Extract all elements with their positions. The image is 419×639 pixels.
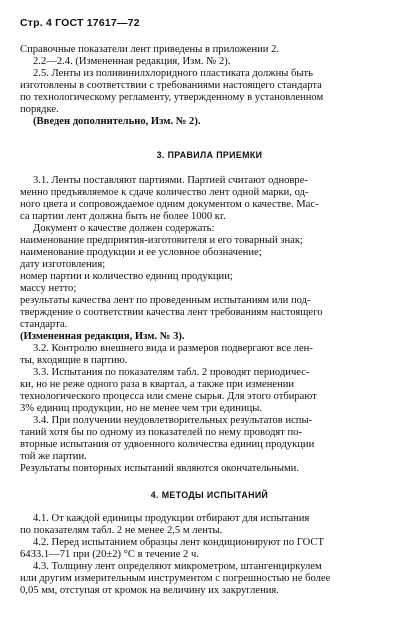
text-line: 3% единиц продукции, но не менее чем три единицы. [20, 403, 263, 414]
text-line: менно предъявляемое к сдаче количество лент одной марки, од- [20, 187, 309, 198]
text-line: массу нетто; [20, 283, 77, 294]
text-line: изготовлены в соответствии с требованиями настоящего стандарта [20, 80, 322, 91]
text-line: 3.1. Ленты поставляют партиями. Партией считают одновре- [33, 175, 308, 186]
text-line: 4.1. От каждой единицы продукции отбирают для испытания [33, 513, 310, 524]
text-line: порядке. [20, 104, 59, 115]
text-line: Документ о качестве должен содержать: [33, 223, 215, 234]
text-line: по показателям табл. 2 не менее 2,5 м ленты. [20, 525, 223, 536]
text-line: ты, входящие в партию. [20, 355, 128, 366]
text-line: 2.5. Ленты из поливинилхлоридного пластиката должны быть [33, 68, 313, 79]
text-line: или другим измерительным инструментом с погрешностью не более [20, 573, 331, 584]
section-title: 4. МЕТОДЫ ИСПЫТАНИЙ [150, 490, 269, 500]
amendment-note: (Введен дополнительно, Изм. № 2). [33, 116, 201, 127]
text-line: той же партии. [20, 451, 87, 462]
text-line: 6433.1—71 при (20±2) °С в течение 2 ч. [20, 549, 199, 560]
text-line: Справочные показатели лент приведены в приложении 2. [20, 44, 280, 55]
text-line: 4.3. Толщину лент определяют микрометром, штангенциркулем [33, 561, 322, 572]
text-line: таний хотя бы по одному из показателей по нему проводят по- [20, 427, 303, 438]
text-line: 3.3. Испытания по показателям табл. 2 проводят периодичес- [33, 367, 310, 378]
text-line: 3.2. Контролю внешнего вида и размеров подвергают все лен- [33, 343, 313, 354]
text-line: дату изготовления; [20, 259, 106, 270]
page-header: Стр. 4 ГОСТ 17617—72 [20, 17, 140, 29]
text-line: 4.2. Перед испытанием образцы лент кондиционируют по ГОСТ [33, 537, 324, 548]
text-line: стандарта. [20, 319, 68, 330]
text-line: ки, но не реже одного раза в квартал, а также при изменении [20, 379, 295, 390]
text-line: са партии лент должна быть не более 1000 кг. [20, 211, 226, 222]
text-line: по технологическому регламенту, утвержденному в установленном [20, 92, 324, 103]
text-line: технологического процесса или смене сырья. Для этого отбирают [20, 391, 317, 402]
text-line: ного цвета и сопровождаемое одним документом о качестве. Мас- [20, 199, 319, 210]
amendment-note: (Измененная редакция, Изм. № 3). [20, 331, 185, 342]
section-title: 3. ПРАВИЛА ПРИЕМКИ [156, 150, 263, 160]
text-line: номер партии и количество единиц продукции; [20, 271, 233, 282]
text-line: результаты качества лент по проведенным испытаниям или под- [20, 295, 311, 306]
text-line: Результаты повторных испытаний являются окончательными. [20, 463, 300, 474]
text-line: 2.2—2.4. (Измененная редакция, Изм. № 2). [33, 56, 231, 67]
text-line: 0,05 мм, отступая от кромок на величину их закругления. [20, 585, 279, 596]
text-line: 3.4. При получении неудовлетворительных результатов испы- [33, 415, 313, 426]
text-line: вторные испытания от удвоенного количества единиц продукции [20, 439, 315, 450]
text-line: наименование продукции и ее условное обозначение; [20, 247, 262, 258]
text-line: наименование предприятия-изготовителя и его товарный знак; [20, 235, 303, 246]
text-line: тверждение о соответствии качества лент требованиям настоящего [20, 307, 323, 318]
